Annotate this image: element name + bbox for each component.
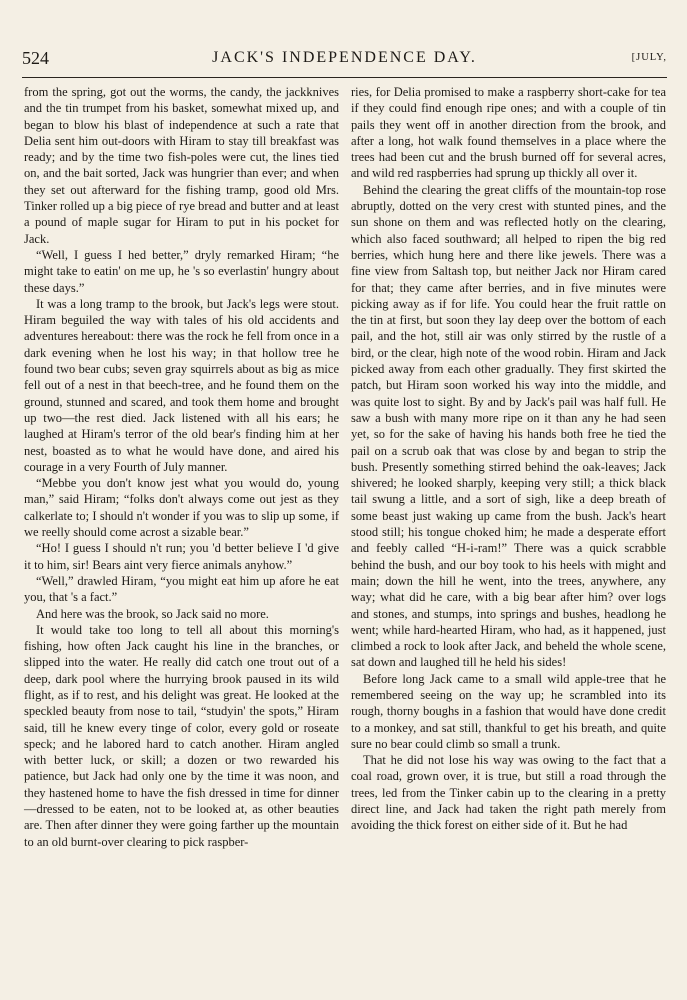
- paragraph: from the spring, got out the worms, the candy, the jackknives and the tin trumpet from his basket, somewhat mixed up, and began to blow his blast of independence at such a rate that Delia sent him out-doors with Hiram to stay till breakfast was ready; and by the time two fish-poles were cut, the lines tied on, and the bait sorted, Jack was hungrier than ever; and when they set out afterward for the fishing tramp, good old Mrs. Tinker rolled up a big piece of rye bread and butter and at least a pound of maple sugar for Hiram to put in his pocket for Jack.: [24, 85, 339, 246]
- paragraph: It would take too long to tell all about this morning's fishing, how often Jack caught his line in the branches, or slipped into the water. He really did catch one trout out of a deep, dark pool where the hurrying brook paused in its wild flight, as if to rest, and his delight was great. He looked at the speckled beauty from nose to tail, “studyin' the spots,” Hiram said, till he knew every tinge of color, every gold or roseate speck; and he labored hard to catch another. Hiram angled with better luck, or skill; a dozen or two rewarded his patience, but Jack had only one by the time it was noon, and they hastened home to have the fish dressed in time for dinner—dressed to be eaten, not to be looked at, as other beauties are. Then after dinner they were going farther up the mountain to an old burnt-over clearing to pick raspber-: [24, 622, 339, 849]
- paragraph: It was a long tramp to the brook, but Jack's legs were stout. Hiram beguiled the way with tales of his old accidents and adventures hereabout: there was the rock he fell from once in a dark evening when he lost his way; in that hollow tree he found two bear cubs; seven gray squirrels about as big as mice fell out of a nest in that beech-tree, and he found them on the ground, stunned and scared, and took them home and brought up two—the rest died. Jack listened with all his ears; he laughed at Hiram's terror of the old bear's finding him at her nest, boasted as to what he would have done, and aired his courage in a very Fourth of July manner.: [24, 296, 339, 474]
- paragraph: ries, for Delia promised to make a raspberry short-cake for tea if they could find enough ripe ones; and with a couple of tin pails they went off in another direction from the brook, and after a long, hot walk found themselves in a place where the trees had been cut and the brush burned off for several acres, and wild red raspberries had sprung up thickly all over it.: [351, 85, 666, 181]
- paragraph: Before long Jack came to a small wild apple-tree that he remembered seeing on the way up; he scrambled into its rough, thorny boughs in a fashion that would have done credit to a monkey, and sat still, thankful to get his breath, and quite sure no bear could climb so small a trunk.: [351, 671, 666, 751]
- right-column: [351, 84, 666, 834]
- paragraph: And here was the brook, so Jack said no more.: [36, 606, 269, 621]
- running-header: [22, 48, 667, 72]
- paragraph: “Well,” drawled Hiram, “you might eat him up afore he eat you, that 's a fact.”: [24, 573, 339, 605]
- paragraph: “Ho! I guess I should n't run; you 'd better believe I 'd give it to him, sir! Bears aint very fierce animals anyhow.”: [24, 541, 339, 572]
- paragraph: Behind the clearing the great cliffs of the mountain-top rose abruptly, dotted on the very crest with stunted pines, and the sun shone on them and was reflected hotly on the clearing, which also faced southward; all helped to ripen the big red berries, which hung here and there like jewels. There was a fine view from Saltash top, but neither Jack nor Hiram cared for that; they came after berries, and in five minutes were picking away as if for life. You could hear the fruit rattle on the tin at first, but soon they lay deep over the bottom of each pail, and the hot, still air was only stirred by the rustle of a bird, or the clear, high note of the wood robin. Hiram and Jack picked away from each other gradually. They first skirted the patch, but Hiram soon worked his way into the middle, and was quite lost to sight. By and by Jack's pail was half full. He saw a bush with many more ripe on it than any he had seen yet, so for the sake of having his hands both free he tied the pail on a scrub oak that was close by and began to strip the bush. Presently something stirred behind the oak-leaves; Jack shivered; he looked sharply, keeping very still; a thick black tail swung a little, and a sort of sigh, like a deep breath of some beast just waking up came from the bush. Jack's heart stood still; his tongue choked him; he made a desperate effort and feebly called “H-i-ram!” There was a quick scrabble behind the bush, and our boy took to his heels with might and main; down the hill he went, into the trees, anywhere, any way; what did he care, with a big bear after him? over logs and stones, and stumps, into springs and bushes, headlong he went; while hard-hearted Hiram, who had, as it happened, just climbed a rock to look after Jack, and beheld the whole scene, sat down and laughed till he held his sides!: [351, 182, 666, 670]
- paragraph: “Well, I guess I hed better,” dryly remarked Hiram; “he might take to eatin' on me up, he 's so everlastin' hungry about these days.”: [24, 247, 339, 295]
- page-number: 524: [22, 48, 49, 68]
- running-title: JACK'S INDEPENDENCE DAY.: [212, 49, 477, 66]
- left-column: [24, 84, 339, 850]
- paragraph: That he did not lose his way was owing to the fact that a coal road, grown over, it is true, but still a road through the trees, led from the Tinker cabin up to the clearing in a pretty direct line, and Jack had taken the right path merely from avoiding the thick forest on either side of it. But he had: [351, 753, 666, 833]
- header-rule: [22, 77, 667, 78]
- paragraph: “Mebbe you don't know jest what you would do, young man,” said Hiram; “folks don't always come out jest as they calkerlate to; I should n't wonder if you was to slip up some, if we reelly should come acrost a sizable bear.”: [24, 476, 339, 540]
- running-month: [JULY,: [631, 52, 667, 63]
